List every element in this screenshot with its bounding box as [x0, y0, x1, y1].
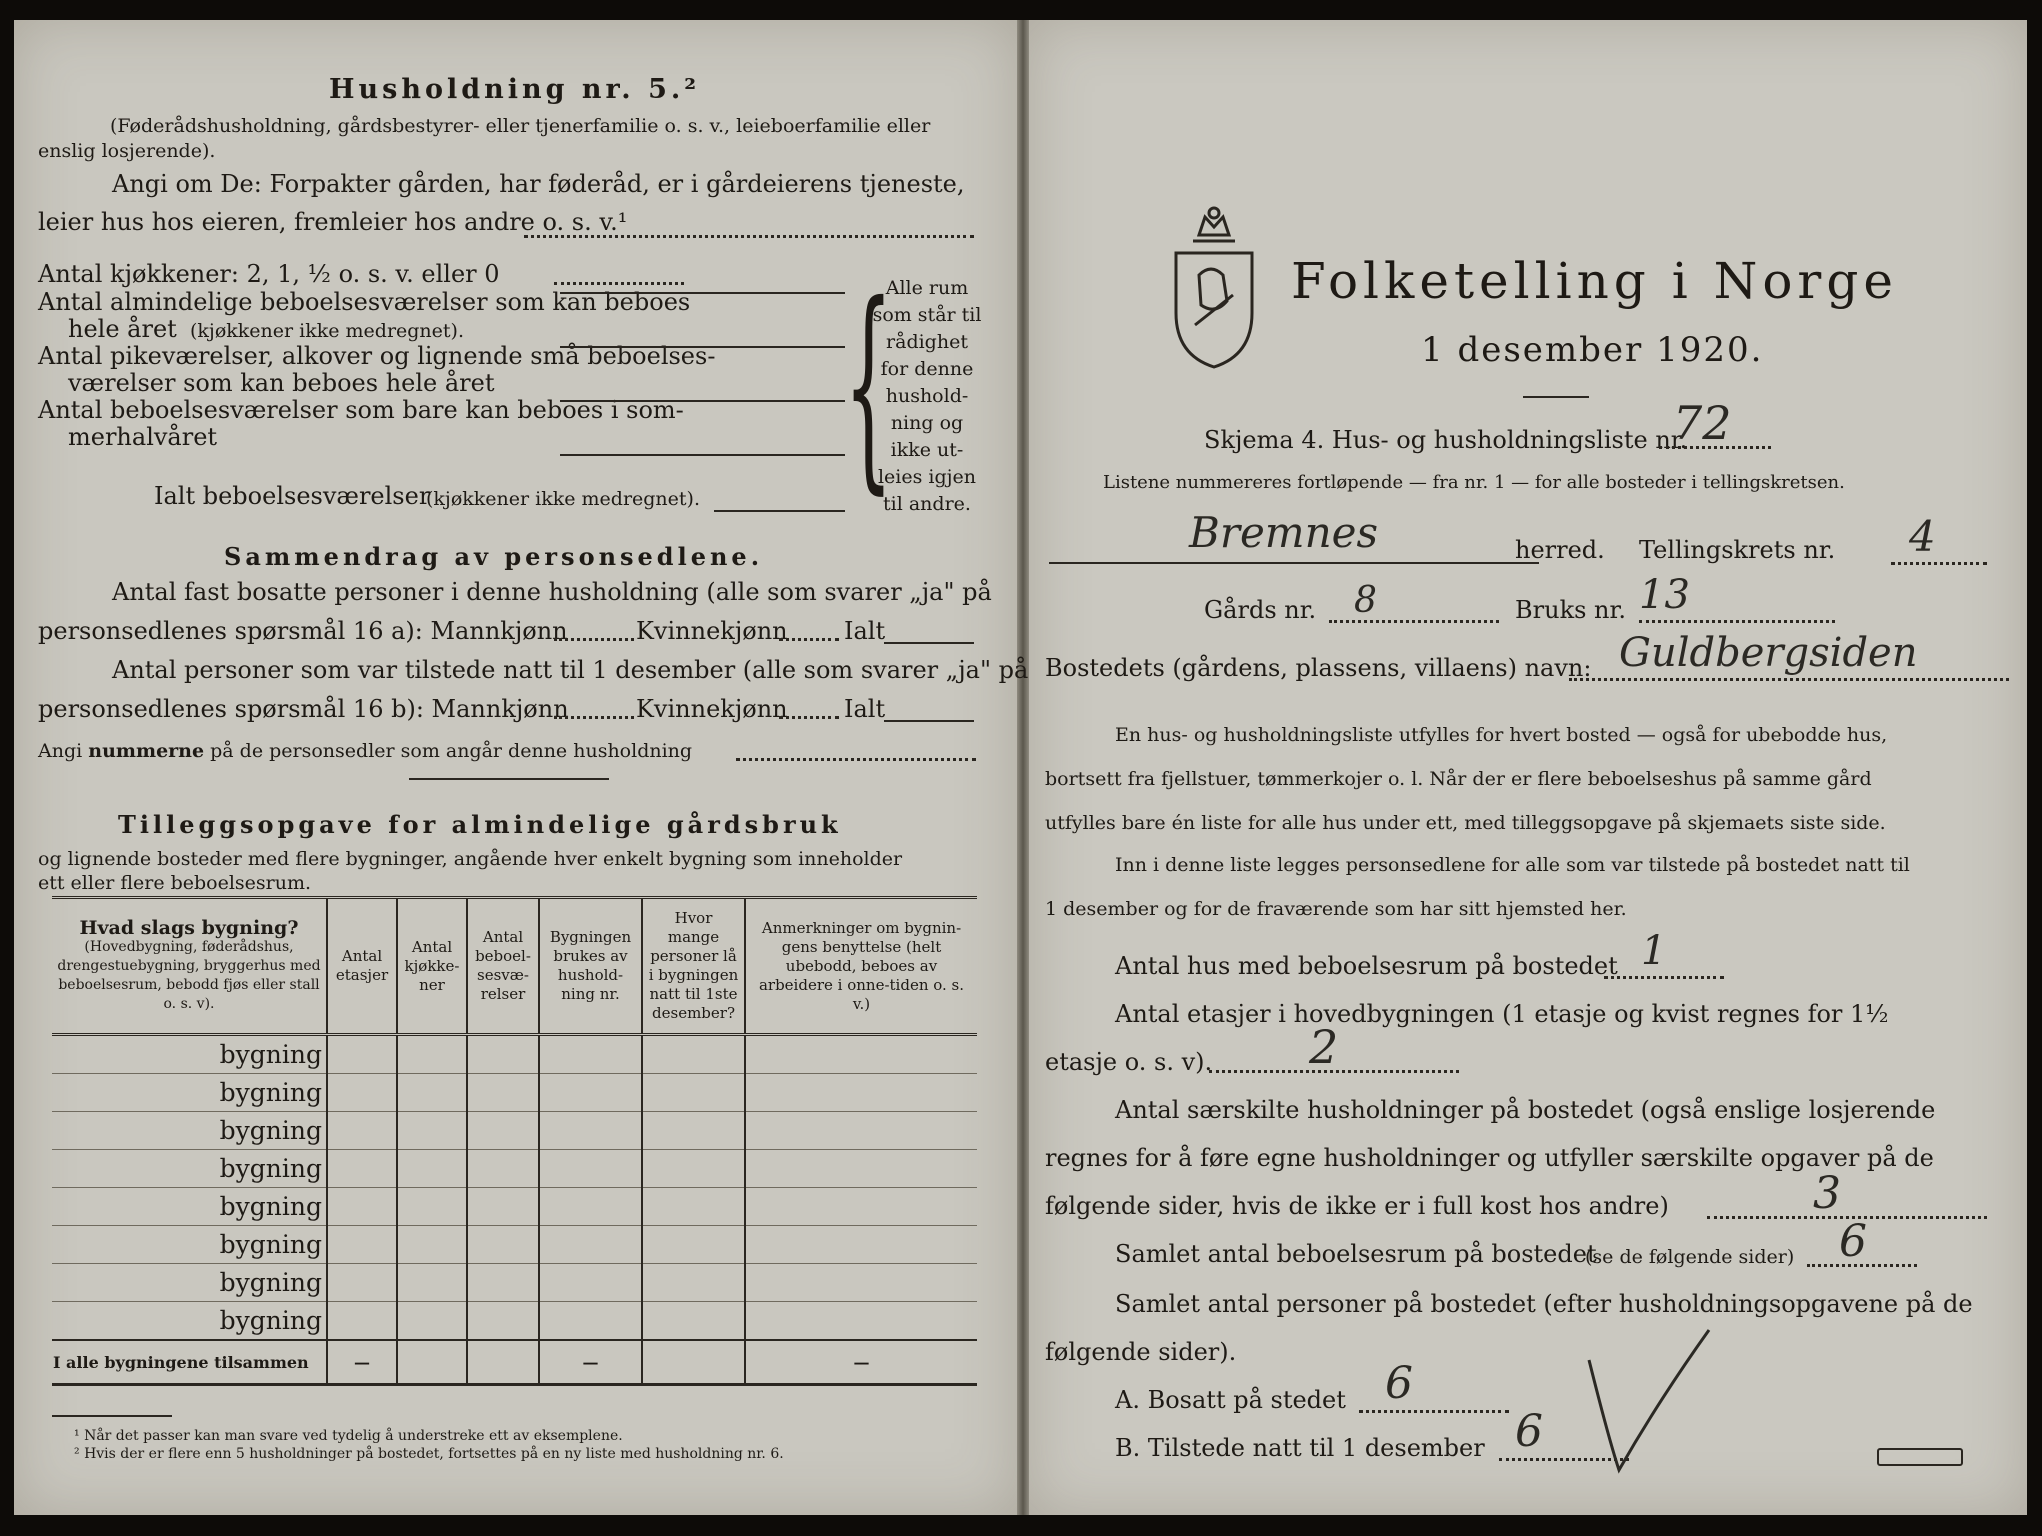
ialt-answer-line [714, 510, 845, 512]
th-building-type: Hvad slags bygning? (Hovedbygning, føderådshus, drengestuebygning, bryggerhus med beboelsesrum, bebodd fjøs eller stall o. s. v). [57, 916, 321, 1012]
table-row: bygning [52, 1074, 977, 1112]
th-remarks: Anmerkninger om bygnin-gens benyttelse (helt ubebodd, beboes av arbeidere i onne-tiden o. s. v.) [745, 898, 977, 1035]
right-page [1029, 20, 2027, 1515]
bosatt-value: 6 [1385, 1358, 1413, 1409]
summary-b-2: personsedlenes spørsmål 16 b): Mannkjønn [38, 695, 569, 723]
summary-b-1: Antal personer som var tilstede natt til 1 desember (alle som svarer „ja" på [112, 656, 1029, 684]
th-floors: Antal etasjer [327, 898, 397, 1035]
title-divider [1523, 396, 1589, 398]
table-row: bygning [52, 1035, 977, 1074]
instruction-5: 1 desember og for de fraværende som har sitt hjemsted her. [1045, 898, 1627, 920]
left-page [14, 20, 1029, 1515]
herred-label: herred. [1515, 536, 1605, 564]
coat-of-arms-icon [1171, 205, 1257, 373]
instruction-1: En hus- og husholdningsliste utfylles for hvert bosted — også for ubebodde hus, [1115, 724, 1888, 746]
footnote-2: ² Hvis der er flere enn 5 husholdninger på bostedet, fortsettes på en ny liste med husholdning nr. 6. [74, 1446, 784, 1462]
answer-line-1 [560, 292, 845, 294]
summary-b-ialt: Ialt [844, 695, 886, 723]
listene-note: Listene nummereres fortløpende — fra nr. 1 — for alle bosteder i tellingskretsen. [1103, 472, 1845, 493]
bosatt-dots [1359, 1410, 1509, 1413]
building-table [52, 896, 977, 1386]
etasjer-dots [1209, 1070, 1459, 1073]
side-note: Alle rum som står til rådighet for denne hushold- ning og ikke ut- leies igjen til andre. [872, 277, 982, 515]
bruks-dots [1639, 620, 1835, 623]
household-subtitle-2: enslig losjerende). [38, 140, 216, 162]
book-spine [1017, 20, 1029, 1515]
etasjer-line-1: Antal etasjer i hovedbygningen (1 etasje og kvist regnes for 1½ [1115, 1000, 1889, 1028]
summary-a-2: personsedlenes spørsmål 16 a): Mannkjønn [38, 617, 568, 645]
samlet-rum-label: Samlet antal beboelsesrum på bostedet [1115, 1240, 1597, 1268]
summary-b-female-dots [779, 716, 839, 719]
table-row: bygning [52, 1264, 977, 1302]
th-kitchens: Antal kjøkke-ner [397, 898, 467, 1035]
census-title: Folketelling i Norge [1291, 252, 1898, 310]
rooms-summer-1: Antal beboelsesværelser som bare kan beboes i som- [38, 396, 684, 424]
herred-value: Bremnes [1189, 508, 1379, 557]
census-date: 1 desember 1920. [1421, 330, 1764, 370]
ialt-note: (kjøkkener ikke medregnet). [426, 488, 700, 510]
th-rooms: Antal beboel-sesvæ-relser [467, 898, 539, 1035]
check-mark-icon [1579, 1320, 1719, 1480]
samlet-rum-value: 6 [1839, 1216, 1867, 1267]
household-subtitle-1: (Føderådshusholdning, gårdsbestyrer- eller tjenerfamilie o. s. v., leieboerfamilie eller [110, 115, 931, 137]
summary-b-female: Kvinnekjønn [636, 695, 788, 723]
samlet-rum-note: (se de følgende sider) [1585, 1246, 1795, 1268]
tillegg-title: Tilleggsopgave for almindelige gårdsbruk [118, 810, 842, 839]
summary-a-1: Antal fast bosatte personer i denne husholdning (alle som svarer „ja" på [112, 578, 992, 606]
summary-a-female: Kvinnekjønn [636, 617, 788, 645]
tillegg-sub-1: og lignende bosteder med flere bygninger, angående hver enkelt bygning som inneholder [38, 848, 903, 870]
summary-a-male-dots [554, 638, 634, 641]
table-row: bygning [52, 1226, 977, 1264]
table-total-row: I alle bygningene tilsammen — — — [52, 1340, 977, 1385]
skjema-label: Skjema 4. Hus- og husholdningsliste nr. [1204, 426, 1688, 454]
etasjer-line-2: etasje o. s. v). [1045, 1048, 1213, 1076]
summary-a-ialt-line [884, 642, 974, 644]
bosted-value: Guldbergsiden [1619, 630, 1918, 676]
angi-line-1: Angi om De: Forpakter gården, har føderåd, er i gårdeierens tjeneste, [112, 170, 965, 198]
rooms-summer-2: merhalvåret [68, 423, 218, 451]
rooms-kitchens-dots [554, 282, 684, 285]
gards-label: Gårds nr. [1204, 596, 1317, 624]
footnote-1: ¹ Når det passer kan man svare ved tydelig å understreke ett av eksemplene. [74, 1428, 623, 1444]
bruks-label: Bruks nr. [1515, 596, 1626, 624]
tilstede-value: 6 [1515, 1406, 1543, 1457]
rooms-ordinary-note: (kjøkkener ikke medregnet). [190, 320, 464, 342]
skjema-nr-value: 72 [1673, 396, 1732, 450]
bosatt-label: A. Bosatt på stedet [1115, 1386, 1346, 1414]
instruction-2: bortsett fra fjellstuer, tømmerkojer o. l. Når der er flere beboelseshus på samme gård [1045, 768, 1872, 790]
angi-nummerne: Angi nummerne på de personsedler som angår denne husholdning [38, 740, 693, 762]
table-row: bygning [52, 1150, 977, 1188]
table-row: bygning [52, 1302, 977, 1341]
table-row: bygning [52, 1188, 977, 1226]
hus-dots [1604, 976, 1724, 979]
rooms-maid-2: værelser som kan beboes hele året [68, 369, 495, 397]
saerskilte-value: 3 [1813, 1168, 1841, 1219]
tellingskrets-dots [1891, 562, 1987, 565]
th-household-nr: Bygningen brukes av hushold-ning nr. [539, 898, 642, 1035]
summary-b-ialt-line [884, 720, 974, 722]
th-persons: Hvor mange personer lå i bygningen natt til 1ste desember? [642, 898, 745, 1035]
brace: { [844, 257, 893, 513]
tillegg-sub-2: ett eller flere beboelsesrum. [38, 872, 312, 894]
table-header-row [52, 898, 977, 1035]
answer-line-3 [560, 400, 845, 402]
rooms-maid-1: Antal pikeværelser, alkover og lignende små beboelses- [38, 342, 716, 370]
summary-a-female-dots [779, 638, 839, 641]
printer-stamp [1877, 1448, 1963, 1466]
rooms-ordinary-2: hele året [68, 315, 177, 343]
angi-nummerne-dots [736, 758, 976, 761]
angi-line-2: leier hus hos eieren, fremleier hos andre o. s. v.¹ [38, 208, 628, 236]
summary-b-male-dots [554, 716, 634, 719]
hus-value: 1 [1641, 928, 1667, 974]
samlet-personer-line-1: Samlet antal personer på bostedet (efter husholdningsopgavene på de [1115, 1290, 1973, 1318]
tellingskrets-label: Tellingskrets nr. [1639, 536, 1836, 564]
tilstede-label: B. Tilstede natt til 1 desember [1115, 1434, 1485, 1462]
summary-title: Sammendrag av personsedlene. [224, 542, 764, 571]
instruction-3: utfylles bare én liste for alle hus under ett, med tilleggsopgave på skjemaets siste side. [1045, 812, 1886, 834]
gards-value: 8 [1354, 580, 1377, 621]
skjema-nr-dots [1659, 446, 1771, 449]
bosted-dots [1569, 678, 2009, 681]
gards-dots [1329, 620, 1499, 623]
saerskilte-line-1: Antal særskilte husholdninger på bostedet (også enslige losjerende [1115, 1096, 1936, 1124]
rooms-kitchens: Antal kjøkkener: 2, 1, ½ o. s. v. eller 0 [38, 260, 500, 288]
bruks-value: 13 [1639, 572, 1690, 618]
saerskilte-line-3: følgende sider, hvis de ikke er i full kost hos andre) [1045, 1192, 1669, 1220]
herred-line [1049, 562, 1539, 564]
table-row: bygning [52, 1112, 977, 1150]
angi-answer-line [524, 235, 974, 238]
answer-line-2 [560, 346, 845, 348]
tellingskrets-value: 4 [1909, 512, 1936, 561]
instruction-4: Inn i denne liste legges personsedlene for alle som var tilstede på bostedet natt til [1115, 854, 1910, 876]
section-divider [409, 778, 609, 780]
footnote-rule [52, 1415, 172, 1417]
saerskilte-line-2: regnes for å føre egne husholdninger og utfyller særskilte opgaver på de [1045, 1144, 1934, 1172]
rooms-ordinary-1: Antal almindelige beboelsesværelser som kan beboes [38, 288, 691, 316]
bosted-label: Bostedets (gårdens, plassens, villaens) navn: [1045, 654, 1592, 682]
ialt-label: Ialt beboelsesværelser [154, 482, 431, 510]
total-label: I alle bygningene tilsammen [52, 1340, 327, 1385]
samlet-rum-dots [1807, 1264, 1917, 1267]
household-title: Husholdning nr. 5.² [329, 74, 701, 105]
answer-line-4 [560, 454, 845, 456]
hus-label: Antal hus med beboelsesrum på bostedet [1115, 952, 1618, 980]
samlet-personer-line-2: følgende sider). [1045, 1338, 1237, 1366]
etasjer-value: 2 [1309, 1020, 1339, 1074]
summary-a-ialt: Ialt [844, 617, 886, 645]
